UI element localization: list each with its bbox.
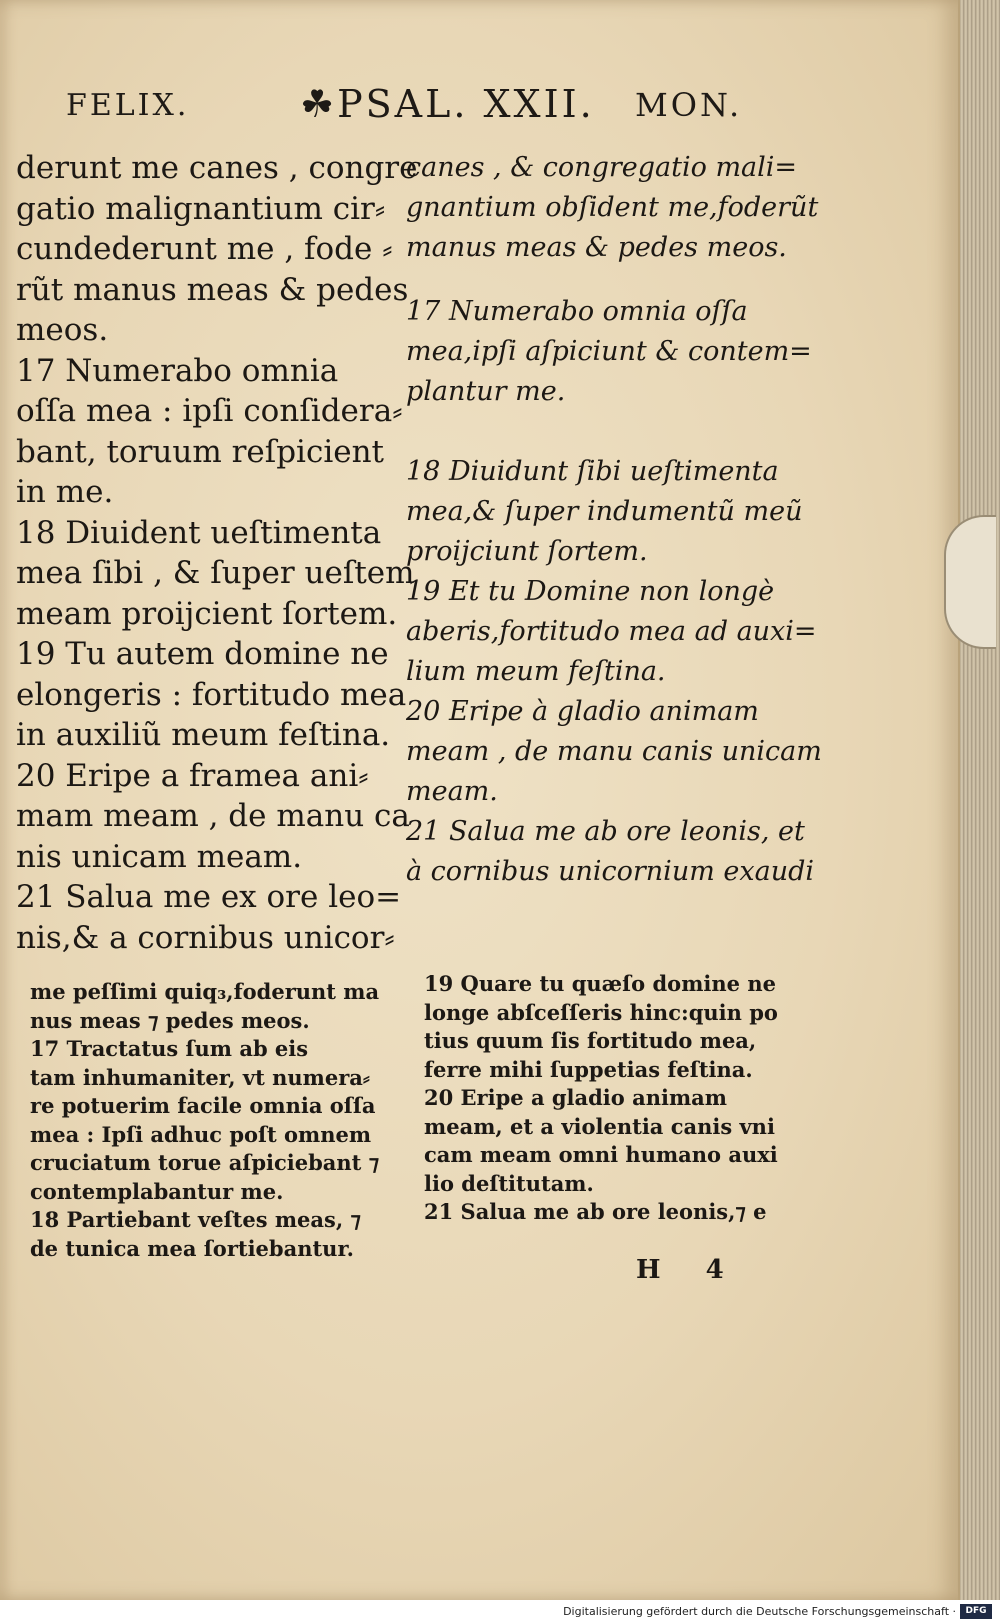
- text-line: elongeris : fortitudo mea: [16, 676, 407, 713]
- text-line: nus meas ⁊ pedes meos.: [30, 1007, 310, 1033]
- text-line: mea,& ſuper indumentũ meũ: [406, 496, 803, 527]
- text-line: 20 Eripe a gladio animam: [424, 1085, 728, 1110]
- text-line: in auxiliũ meum feſtina.: [16, 717, 391, 753]
- text-line: oſſa mea : ipſi conſidera⸗: [16, 393, 403, 429]
- text-line: aberis,fortitudo mea ad auxi=: [406, 616, 817, 647]
- text-line: canes , & congregatio mali=: [406, 152, 798, 183]
- text-line: 18 Diuident ueſtimenta: [16, 514, 382, 551]
- verse-gap: [406, 412, 811, 452]
- text-line: proijciunt ſortem.: [406, 536, 648, 567]
- signature-mark: H 4: [636, 1255, 742, 1285]
- text-line: cruciatum torue aſpiciebant ⁊: [30, 1150, 380, 1175]
- text-line: longe abſceſſeris hinc:quin po: [424, 999, 778, 1025]
- header-psalm-title: ☘PSAL. XXII.: [300, 82, 595, 126]
- text-line: meam , de manu canis unicam: [406, 736, 822, 767]
- text-line: contemplabantur me.: [30, 1178, 284, 1204]
- text-line: lio deſtitutam.: [424, 1170, 594, 1196]
- text-line: meam.: [406, 776, 498, 807]
- text-line: cundederunt me , fode ⸗: [16, 231, 393, 267]
- page-edges: [960, 0, 1000, 1600]
- text-line: tam inhumaniter, vt numera⸗: [30, 1064, 370, 1090]
- header-left: FELIX.: [66, 88, 190, 123]
- text-line: meam, et a violentia canis vni: [424, 1113, 775, 1139]
- german-blackletter-column-left: [30, 978, 400, 1263]
- text-line: 17 Numerabo omnia: [16, 352, 339, 389]
- text-line: mea : Ipſi adhuc poſt omnem: [30, 1121, 372, 1147]
- latin-text-column-right-italic: [406, 148, 822, 892]
- text-line: 21 Salua me ex ore leo=: [16, 879, 402, 915]
- text-line: à cornibus unicornium exaudi: [406, 856, 815, 887]
- text-line: lium meum feſtina.: [406, 656, 666, 687]
- text-line: mea ſibi , & ſuper ueſtem: [16, 555, 415, 591]
- text-line: gnantium obſident me,foderũt: [406, 192, 819, 223]
- text-line: 19 Et tu Domine non longè: [406, 576, 775, 607]
- text-line: rũt manus meas & pedes: [16, 271, 409, 308]
- text-line: plantur me.: [406, 376, 566, 407]
- text-line: 20 Eripe a framea ani⸗: [16, 757, 369, 794]
- footer-text: Digitalisierung gefördert durch die Deutsche Forschungsgemeinschaft ·: [563, 1605, 956, 1618]
- german-blackletter-column-right: [424, 970, 809, 1227]
- text-line: 19 Quare tu quæſo domine ne: [424, 971, 776, 996]
- text-line: 20 Eripe à gladio animam: [406, 696, 759, 727]
- text-line: mam meam , de manu ca: [16, 798, 410, 834]
- text-line: mea,ipſi aſpiciunt & contem=: [406, 336, 812, 367]
- text-line: 17 Numerabo omnia oſſa: [406, 296, 748, 327]
- text-line: 21 Salua me ab ore leonis, et: [406, 816, 805, 847]
- header-right: MON.: [635, 86, 743, 124]
- text-line: nis,& a cornibus unicor⸗: [16, 919, 395, 956]
- verse-gap: [406, 268, 811, 292]
- text-line: de tunica mea ſortiebantur.: [30, 1235, 354, 1261]
- text-line: me peſſimi quiq₃,foderunt ma: [30, 979, 380, 1004]
- text-line: meos.: [16, 312, 109, 348]
- text-line: tius quum ſis fortitudo mea,: [424, 1028, 757, 1053]
- text-line: gatio malignantium cir⸗: [16, 190, 386, 227]
- digitization-footer: [0, 1600, 1000, 1623]
- text-line: in me.: [16, 474, 114, 510]
- text-line: 18 Diuidunt ſibi ueſtimenta: [406, 456, 779, 487]
- text-line: re potuerim facile omnia oſſa: [30, 1093, 376, 1118]
- latin-text-column-left: [16, 148, 418, 958]
- text-line: manus meas & pedes meos.: [406, 232, 787, 263]
- text-line: 19 Tu autem domine ne: [16, 636, 389, 672]
- text-line: cam meam omni humano auxi: [424, 1142, 778, 1167]
- page-clasp: [944, 515, 996, 649]
- text-line: 18 Partiebant veſtes meas, ⁊: [30, 1207, 361, 1232]
- text-line: nis unicam meam.: [16, 838, 303, 875]
- text-line: ferre mihi ſuppetias feſtina.: [424, 1056, 753, 1082]
- text-line: 17 Tractatus ſum ab eis: [30, 1036, 309, 1061]
- text-line: bant, toruum reſpicient: [16, 433, 385, 470]
- text-line: derunt me canes , congre: [16, 150, 418, 186]
- dfg-logo: DFG: [960, 1604, 992, 1619]
- text-line: 21 Salua me ab ore leonis,⁊ e: [424, 1199, 767, 1224]
- text-line: meam proijcient ſortem.: [16, 595, 398, 632]
- running-header: [60, 82, 780, 132]
